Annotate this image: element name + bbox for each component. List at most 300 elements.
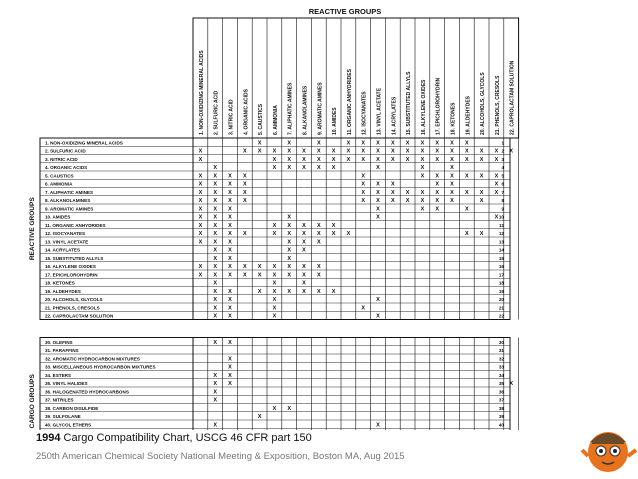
reactive-row-mark-3-14: X [390, 156, 395, 163]
cargo-row-mark-36-2: X [213, 389, 218, 396]
cargo-row-num-33: 33 [498, 364, 504, 370]
reactive-row-mark-9-17: X [435, 206, 440, 213]
cargo-row-num-31: 31 [498, 348, 504, 353]
reactive-row-mark-19-2: X [213, 288, 218, 295]
reactive-row-mark-2-17: X [435, 148, 440, 155]
reactive-row-mark-6-1: X [198, 181, 203, 188]
column-header-16: 16. ALKYLENE OXIDES [420, 79, 427, 135]
reactive-row-mark-3-20: X [479, 156, 484, 163]
cargo-row-label-30: 30. OLEFINS [45, 339, 73, 345]
reactive-row-mark-15-2: X [213, 255, 218, 262]
column-header-2: 2. SULFURIC ACID [213, 90, 220, 135]
reactive-row-mark-10-1: X [198, 214, 203, 221]
cargo-row-label-40: 40. GLYCOL ETHERS [45, 422, 92, 428]
reactive-row-mark-6-3: X [228, 181, 232, 188]
reactive-row-num-8: 8 [501, 198, 504, 203]
reactive-row-mark-19-6: X [272, 288, 277, 295]
cargo-row-mark-35-3: X [228, 381, 232, 388]
reactive-row-mark-17-9: X [316, 272, 321, 279]
reactive-row-mark-19-3: X [228, 288, 232, 295]
reactive-row-mark-7-4: X [242, 189, 247, 196]
reactive-row-mark-17-2: X [213, 272, 218, 279]
reactive-row-mark-18-8: X [302, 280, 306, 287]
reactive-row-mark-8-14: X [390, 198, 395, 205]
caption-text: Cargo Compatibility Chart, USCG 46 CFR part 150 [60, 432, 312, 444]
reactive-row-mark-12-7: X [287, 231, 292, 238]
cargo-row-mark-34-3: X [228, 372, 232, 379]
reactive-row-mark-5-19: X [464, 173, 469, 180]
reactive-row-label-5: 5. CAUSTICS [45, 173, 74, 179]
cargo-row-mark-37-2: X [213, 397, 218, 404]
reactive-row-num-19: 19 [498, 288, 504, 294]
cargo-row-num-35: 35 [498, 381, 504, 386]
cargo-row-mark-34-2: X [213, 372, 218, 379]
reactive-row-mark-3-17: X [435, 156, 440, 163]
reactive-row-mark-3-1: X [198, 156, 203, 163]
reactive-row-mark-10-7: X [287, 214, 292, 221]
reactive-row-label-15: 15. SUBSTITUTED ALLYLS [45, 255, 104, 261]
reactive-row-mark-11-3: X [228, 222, 232, 229]
reactive-row-num-18: 18 [498, 280, 504, 286]
reactive-row-mark-2-13: X [376, 148, 380, 155]
reactive-row-mark-17-3: X [228, 272, 232, 279]
reactive-row-mark-1-19: X [464, 140, 469, 147]
reactive-row-mark-7-14: X [390, 189, 395, 196]
reactive-row-mark-4-7: X [287, 165, 292, 172]
reactive-row-mark-12-9: X [316, 231, 321, 238]
reactive-row-mark-19-10: X [331, 288, 336, 295]
reactive-row-mark-3-16: X [420, 156, 425, 163]
reactive-row-mark-19-9: X [316, 288, 321, 295]
side-label-reactive: REACTIVE GROUPS [29, 197, 36, 261]
cargo-row-label-34: 34. ESTERS [45, 372, 72, 378]
reactive-row-mark-5-4: X [242, 173, 247, 180]
reactive-row-mark-3-12: X [361, 156, 366, 163]
reactive-row-mark-11-1: X [198, 222, 203, 229]
cargo-row-num-37: 37 [498, 397, 504, 403]
reactive-row-mark-11-10: X [331, 222, 336, 229]
reactive-row-mark-8-15: X [405, 198, 410, 205]
reactive-row-mark-2-1: X [198, 148, 203, 155]
reactive-row-mark-16-7: X [287, 264, 292, 271]
reactive-row-num-10: 10 [498, 214, 504, 220]
cargo-row-num-38: 38 [498, 405, 504, 411]
reactive-row-mark-9-19: X [464, 206, 469, 213]
cargo-row-mark-32-3: X [228, 356, 232, 363]
reactive-row-mark-9-16: X [420, 206, 425, 213]
reactive-row-mark-7-15: X [405, 189, 410, 196]
reactive-row-mark-1-13: X [376, 140, 380, 147]
reactive-row-mark-17-5: X [257, 272, 262, 279]
reactive-row-mark-13-2: X [213, 239, 218, 246]
cargo-row-num-36: 36 [498, 389, 504, 395]
reactive-row-num-9: 9 [501, 206, 504, 212]
reactive-row-mark-2-10: X [331, 148, 336, 155]
reactive-row-mark-4-6: X [272, 165, 277, 172]
column-header-22: 22. CAPROLACTAM SOLUTION [509, 60, 516, 135]
reactive-row-mark-15-7: X [287, 255, 292, 262]
reactive-row-mark-12-10: X [331, 231, 336, 238]
reactive-row-mark-10-3: X [228, 214, 232, 221]
reactive-row-mark-16-5: X [257, 264, 262, 271]
cargo-row-mark-35-22: X [509, 381, 514, 388]
reactive-row-mark-7-1: X [198, 189, 203, 196]
column-header-11: 11. ORGANIC ANHYDRIDES [346, 69, 353, 135]
reactive-row-mark-14-7: X [287, 247, 292, 254]
reactive-row-mark-4-16: X [420, 165, 425, 172]
reactive-row-mark-8-4: X [242, 198, 247, 205]
reactive-row-mark-16-9: X [316, 264, 321, 271]
cargo-row-mark-39-5: X [257, 414, 262, 421]
reactive-row-mark-1-15: X [405, 140, 410, 147]
reactive-row-mark-3-19: X [464, 156, 469, 163]
reactive-row-mark-11-8: X [302, 222, 306, 229]
reactive-row-mark-3-18: X [450, 156, 454, 163]
reactive-row-mark-9-2: X [213, 206, 218, 213]
cargo-row-label-35: 35. VINYL HALIDES [45, 381, 88, 386]
reactive-row-mark-7-20: X [479, 189, 484, 196]
reactive-row-mark-4-10: X [331, 165, 336, 172]
reactive-row-mark-8-12: X [361, 198, 366, 205]
reactive-row-mark-12-2: X [213, 231, 218, 238]
reactive-row-mark-3-13: X [376, 156, 380, 163]
reactive-row-mark-16-6: X [272, 264, 277, 271]
reactive-row-mark-5-3: X [228, 173, 232, 180]
reactive-row-mark-8-1: X [198, 198, 203, 205]
column-header-10: 10. AMIDES [332, 107, 339, 135]
reactive-row-num-21: 21 [498, 305, 504, 311]
column-header-6: 6. AMMONIA [272, 105, 279, 135]
reactive-row-mark-16-8: X [302, 264, 306, 271]
chart-title: REACTIVE GROUPS [308, 7, 382, 16]
reactive-row-num-14: 14 [498, 247, 504, 253]
reactive-row-mark-8-2: X [213, 198, 218, 205]
reactive-row-mark-5-20: X [479, 173, 484, 180]
reactive-row-mark-7-18: X [450, 189, 454, 196]
reactive-row-mark-5-16: X [420, 173, 425, 180]
column-header-21: 21. PHENOLS, CRESOLS [494, 75, 501, 135]
reactive-row-mark-5-17: X [435, 173, 440, 180]
reactive-row-label-2: 2. SULFURIC ACID [45, 148, 86, 154]
reactive-row-mark-22-3: X [228, 313, 232, 320]
reactive-row-mark-7-21: X [494, 189, 499, 196]
reactive-row-label-13: 13. VINYL ACETATE [45, 239, 89, 245]
reactive-row-num-22: 22 [498, 313, 504, 319]
reactive-row-mark-6-21: X [494, 181, 499, 188]
reactive-row-mark-22-13: X [376, 313, 380, 320]
reactive-row-mark-8-3: X [228, 198, 232, 205]
reactive-row-mark-1-12: X [361, 140, 366, 147]
reactive-row-label-12: 12. ISOCYANATES [45, 231, 86, 236]
reactive-row-num-1: 1 [501, 140, 504, 146]
cargo-row-mark-40-13: X [376, 422, 380, 429]
reactive-row-mark-9-3: X [228, 206, 232, 213]
cargo-row-label-39: 39. SULFOLANE [45, 414, 81, 419]
cargo-section-box [40, 338, 510, 431]
reactive-row-label-21: 21. PHENOLS, CRESOLS [45, 305, 100, 311]
cargo-row-num-30: 30 [498, 339, 504, 345]
reactive-row-mark-12-19: X [464, 231, 469, 238]
reactive-row-mark-14-2: X [213, 247, 218, 254]
reactive-row-mark-13-7: X [287, 239, 292, 246]
reactive-row-mark-1-7: X [287, 140, 292, 147]
reactive-row-mark-13-1: X [198, 239, 203, 246]
reactive-row-mark-17-8: X [302, 272, 306, 279]
cargo-row-num-32: 32 [498, 356, 504, 362]
reactive-row-mark-12-4: X [242, 231, 247, 238]
reactive-row-mark-3-10: X [331, 156, 336, 163]
column-header-15: 15. SUBSTITUTED ALLYLS [406, 71, 413, 135]
reactive-row-mark-3-8: X [302, 156, 306, 163]
acs-mascot-icon [580, 420, 638, 479]
reactive-row-mark-2-22: X [509, 148, 514, 155]
cargo-row-num-39: 39 [498, 414, 504, 419]
column-header-4: 4. ORGANIC ACIDS [243, 89, 250, 135]
reactive-row-mark-21-6: X [272, 305, 277, 312]
cargo-row-label-33: 33. MISCELLANEOUS HYDROCARBON MIXTURES [45, 364, 156, 370]
column-header-18: 18. KETONES [450, 102, 457, 135]
reactive-row-mark-15-3: X [228, 255, 232, 262]
reactive-row-mark-2-9: X [316, 148, 321, 155]
reactive-row-mark-16-2: X [213, 264, 218, 271]
column-header-1: 1. NON-OXIDIZING MINERAL ACIDS [198, 50, 205, 135]
reactive-row-mark-12-20: X [479, 231, 484, 238]
reactive-row-mark-2-14: X [390, 148, 395, 155]
reactive-row-mark-8-13: X [376, 198, 380, 205]
cargo-row-num-40: 40 [498, 422, 504, 428]
reactive-row-mark-17-4: X [242, 272, 247, 279]
reactive-row-mark-5-18: X [450, 173, 454, 180]
column-header-20: 20. ALCOHOLS, GLYCOLS [480, 72, 487, 135]
cargo-row-mark-30-2: X [213, 339, 218, 346]
reactive-row-mark-5-2: X [213, 173, 218, 180]
reactive-row-mark-4-8: X [302, 165, 306, 172]
reactive-row-mark-12-1: X [198, 231, 203, 238]
reactive-row-mark-21-2: X [213, 305, 218, 312]
reactive-row-mark-13-3: X [228, 239, 232, 246]
reactive-row-mark-8-18: X [450, 198, 454, 205]
reactive-row-mark-2-21: X [494, 148, 499, 155]
reactive-row-label-20: 20. ALCOHOLS, GLYCOLS [45, 297, 103, 302]
reactive-row-label-6: 6. AMMONIA [45, 181, 73, 187]
reactive-row-mark-9-1: X [198, 206, 203, 213]
reactive-row-mark-1-11: X [346, 140, 351, 147]
cargo-row-num-34: 34 [498, 372, 504, 378]
reactive-row-mark-17-7: X [287, 272, 292, 279]
reactive-row-mark-2-19: X [464, 148, 469, 155]
reactive-row-mark-12-11: X [346, 231, 351, 238]
cargo-row-mark-33-3: X [228, 364, 232, 371]
reactive-row-mark-3-9: X [316, 156, 321, 163]
reactive-row-mark-12-6: X [272, 231, 277, 238]
cargo-row-mark-40-2: X [213, 422, 218, 429]
reactive-row-num-17: 17 [498, 272, 504, 278]
reactive-row-mark-16-4: X [242, 264, 247, 271]
reactive-row-num-13: 13 [498, 239, 504, 245]
reactive-row-mark-6-13: X [376, 181, 380, 188]
column-header-14: 14. ACRYLATES [391, 96, 398, 135]
reactive-row-label-17: 17. EPICHLOROHYDRIN [45, 272, 98, 278]
column-header-19: 19. ALDEHYDES [465, 96, 472, 135]
reactive-row-mark-7-12: X [361, 189, 366, 196]
reactive-row-mark-19-7: X [287, 288, 292, 295]
reactive-row-label-14: 14. ACRYLATES [45, 247, 81, 253]
subcaption: 250th American Chemical Society National Meeting & Exposition, Boston MA, Aug 2015 [36, 451, 405, 462]
reactive-row-mark-1-9: X [316, 140, 321, 147]
reactive-row-label-22: 22. CAPROLACTAM SOLUTION [45, 313, 114, 319]
reactive-row-mark-18-2: X [213, 280, 218, 287]
reactive-row-mark-3-7: X [287, 156, 292, 163]
reactive-row-mark-7-17: X [435, 189, 440, 196]
column-header-12: 12. ISOCYANATES [361, 91, 368, 135]
caption [36, 432, 312, 444]
reactive-row-mark-16-3: X [228, 264, 232, 271]
reactive-row-mark-2-15: X [405, 148, 410, 155]
reactive-row-mark-2-11: X [346, 148, 351, 155]
reactive-row-mark-6-18: X [450, 181, 454, 188]
reactive-row-mark-2-20: X [479, 148, 484, 155]
reactive-row-mark-11-9: X [316, 222, 321, 229]
side-label-cargo: CARGO GROUPS [29, 374, 36, 429]
cargo-row-label-37: 37. NITRILES [45, 397, 74, 403]
reactive-row-mark-19-8: X [302, 288, 306, 295]
reactive-row-mark-2-6: X [272, 148, 277, 155]
reactive-row-label-10: 10. AMIDES [45, 214, 71, 220]
reactive-row-mark-5-1: X [198, 173, 203, 180]
reactive-row-mark-21-12: X [361, 305, 366, 312]
reactive-row-label-4: 4. ORGANIC ACIDS [45, 165, 88, 170]
cargo-row-label-36: 36. HALOGENATED HYDROCARBONS [45, 389, 129, 395]
cargo-row-mark-35-2: X [213, 381, 218, 388]
reactive-row-mark-14-8: X [302, 247, 306, 254]
reactive-row-mark-3-6: X [272, 156, 277, 163]
reactive-row-mark-1-14: X [390, 140, 395, 147]
reactive-row-num-15: 15 [498, 255, 504, 261]
column-header-3: 3. NITRIC ACID [228, 99, 235, 135]
cargo-row-label-32: 32. AROMATIC HYDROCARBON MIXTURES [45, 356, 140, 362]
cargo-row-label-31: 31. PARAFFINS [45, 348, 79, 353]
reactive-row-mark-6-14: X [390, 181, 395, 188]
reactive-row-num-16: 16 [498, 264, 504, 269]
cargo-row-mark-38-6: X [272, 405, 277, 412]
reactive-row-mark-20-2: X [213, 297, 218, 304]
reactive-row-mark-6-12: X [361, 181, 366, 188]
reactive-row-mark-9-13: X [376, 206, 380, 213]
reactive-row-mark-2-7: X [287, 148, 292, 155]
reactive-row-mark-5-12: X [361, 173, 366, 180]
cargo-row-mark-30-3: X [228, 339, 232, 346]
reactive-row-mark-8-20: X [479, 198, 484, 205]
reactive-row-mark-20-13: X [376, 297, 380, 304]
column-header-7: 7. ALIPHATIC AMINES [287, 82, 294, 135]
reactive-row-mark-14-3: X [228, 247, 232, 254]
reactive-row-mark-1-17: X [435, 140, 440, 147]
reactive-row-mark-7-3: X [228, 189, 232, 196]
reactive-row-label-19: 19. ALDEHYDES [45, 288, 81, 294]
reactive-row-mark-11-6: X [272, 222, 277, 229]
reactive-row-mark-2-18: X [450, 148, 454, 155]
column-header-8: 8. ALKANOLAMINES [302, 85, 309, 135]
reactive-row-mark-11-7: X [287, 222, 292, 229]
reactive-row-mark-2-5: X [257, 148, 262, 155]
reactive-row-mark-2-16: X [420, 148, 425, 155]
reactive-row-label-8: 8. ALKANOLAMINES [45, 198, 91, 203]
reactive-row-num-20: 20 [498, 297, 504, 302]
reactive-row-mark-10-2: X [213, 214, 218, 221]
reactive-row-mark-3-15: X [405, 156, 410, 163]
reactive-row-num-12: 12 [498, 231, 504, 236]
reactive-row-mark-7-13: X [376, 189, 380, 196]
reactive-row-mark-13-9: X [316, 239, 321, 246]
reactive-row-mark-6-2: X [213, 181, 218, 188]
reactive-row-mark-3-11: X [346, 156, 351, 163]
reactive-row-mark-1-5: X [257, 140, 262, 147]
reactive-row-mark-20-6: X [272, 297, 277, 304]
reactive-row-label-11: 11. ORGANIC ANHYDRIDES [45, 222, 106, 228]
reactive-row-label-7: 7. ALIPHATIC AMINES [45, 189, 94, 195]
reactive-row-mark-22-6: X [272, 313, 277, 320]
reactive-row-mark-2-12: X [361, 148, 366, 155]
reactive-row-num-6: 6 [501, 181, 504, 187]
reactive-row-mark-20-3: X [228, 297, 232, 304]
reactive-row-mark-1-16: X [420, 140, 425, 147]
reactive-row-label-18: 18. KETONES [45, 280, 75, 286]
column-header-9: 9. AROMATIC AMINES [317, 82, 324, 135]
reactive-row-mark-8-16: X [420, 198, 425, 205]
reactive-row-mark-12-8: X [302, 231, 306, 238]
reactive-row-mark-22-2: X [213, 313, 218, 320]
reactive-row-mark-4-2: X [213, 165, 218, 172]
column-header-17: 17. EPICHLOROHYDRIN [435, 77, 442, 135]
reactive-row-mark-21-3: X [228, 305, 232, 312]
reactive-row-mark-6-4: X [242, 181, 247, 188]
reactive-row-mark-10-13: X [376, 214, 380, 221]
reactive-row-mark-4-13: X [376, 165, 380, 172]
reactive-row-mark-3-21: X [494, 156, 499, 163]
reactive-row-mark-1-18: X [450, 140, 454, 147]
reactive-row-mark-11-2: X [213, 222, 218, 229]
reactive-row-num-4: 4 [501, 165, 504, 170]
reactive-row-label-9: 9. AROMATIC AMINES [45, 206, 94, 212]
reactive-row-num-7: 7 [501, 189, 504, 195]
column-header-13: 13. VINYL ACETATE [376, 87, 383, 135]
reactive-row-num-3: 3 [501, 156, 504, 162]
reactive-row-mark-4-9: X [316, 165, 321, 172]
reactive-row-mark-6-17: X [435, 181, 440, 188]
reactive-row-num-2: 2 [501, 148, 504, 154]
reactive-row-mark-7-16: X [420, 189, 425, 196]
reactive-row-label-16: 16. ALKYLENE OXIDES [45, 264, 96, 269]
reactive-row-mark-17-1: X [198, 272, 203, 279]
column-header-5: 5. CAUSTICS [258, 103, 265, 135]
reactive-row-mark-19-5: X [257, 288, 262, 295]
reactive-row-mark-7-2: X [213, 189, 218, 196]
reactive-row-mark-2-8: X [302, 148, 306, 155]
reactive-row-label-1: 1. NON-OXIDIZING MINERAL ACIDS [45, 140, 123, 146]
reactive-row-mark-10-21: X [494, 214, 499, 221]
reactive-row-mark-16-1: X [198, 264, 203, 271]
reactive-row-num-5: 5 [501, 173, 504, 179]
cargo-row-mark-38-7: X [287, 405, 292, 412]
cargo-row-label-38: 38. CARBON DISULFIDE [45, 405, 99, 411]
reactive-row-mark-5-21: X [494, 173, 499, 180]
reactive-row-mark-13-8: X [302, 239, 306, 246]
reactive-row-mark-12-3: X [228, 231, 232, 238]
reactive-row-mark-17-6: X [272, 272, 277, 279]
reactive-row-mark-7-19: X [464, 189, 469, 196]
caption-year: 1994 [36, 432, 61, 444]
reactive-row-num-11: 11 [499, 222, 504, 228]
